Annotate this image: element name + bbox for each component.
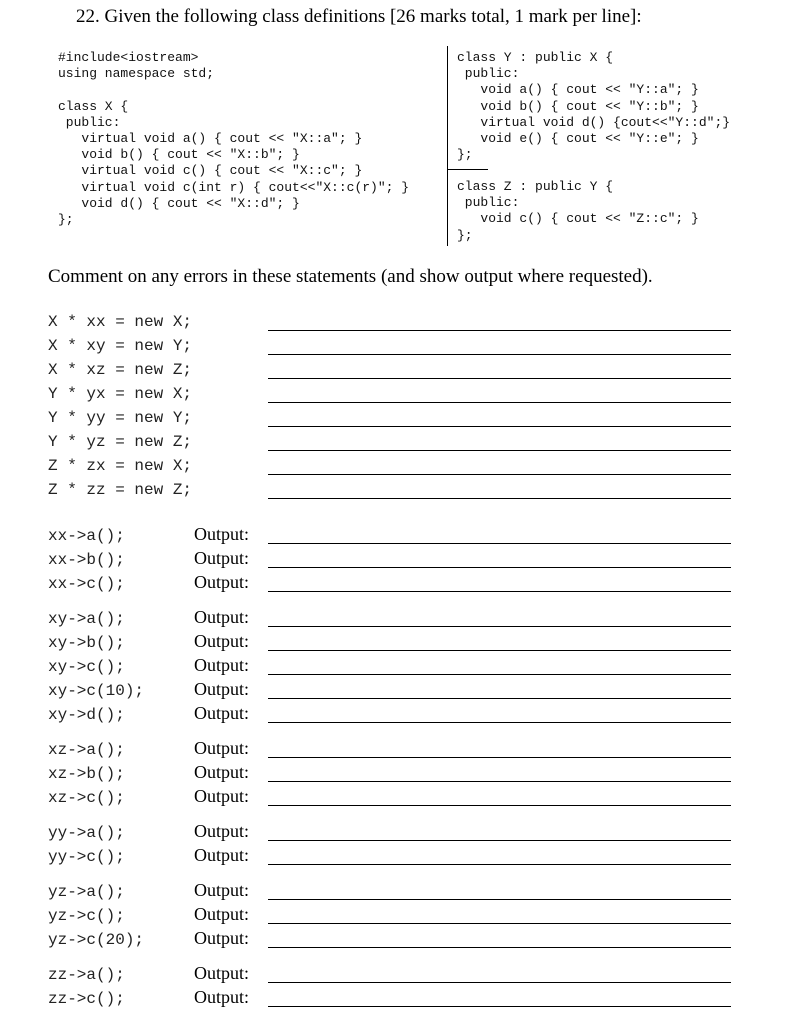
output-line[interactable] bbox=[268, 781, 731, 782]
answer-line[interactable] bbox=[268, 474, 731, 475]
code-divider-vertical bbox=[447, 46, 448, 246]
method-call: xy->d(); bbox=[48, 706, 125, 724]
method-call: yz->c(); bbox=[48, 907, 125, 925]
output-line[interactable] bbox=[268, 1006, 731, 1007]
output-line[interactable] bbox=[268, 899, 731, 900]
output-line[interactable] bbox=[268, 840, 731, 841]
declaration-statement: X * xx = new X; bbox=[48, 313, 193, 331]
output-line[interactable] bbox=[268, 982, 731, 983]
output-label: Output: bbox=[194, 679, 250, 699]
output-line[interactable] bbox=[268, 698, 731, 699]
method-call: xz->b(); bbox=[48, 765, 125, 783]
output-line[interactable] bbox=[268, 805, 731, 806]
declaration-statement: X * xy = new Y; bbox=[48, 337, 193, 355]
comment-prompt: Comment on any errors in these statements (and show output where requested). bbox=[48, 266, 653, 287]
code-divider-horizontal bbox=[448, 169, 488, 170]
method-call: yz->a(); bbox=[48, 883, 125, 901]
output-label: Output: bbox=[194, 845, 250, 865]
output-line[interactable] bbox=[268, 923, 731, 924]
method-call: yy->c(); bbox=[48, 848, 125, 866]
output-label: Output: bbox=[194, 572, 250, 592]
declaration-statement: Y * yx = new X; bbox=[48, 385, 193, 403]
output-label: Output: bbox=[194, 655, 250, 675]
answer-line[interactable] bbox=[268, 378, 731, 379]
output-label: Output: bbox=[194, 607, 250, 627]
method-call: xy->b(); bbox=[48, 634, 125, 652]
answer-line[interactable] bbox=[268, 498, 731, 499]
output-line[interactable] bbox=[268, 567, 731, 568]
method-call: xx->b(); bbox=[48, 551, 125, 569]
output-label: Output: bbox=[194, 703, 250, 723]
output-line[interactable] bbox=[268, 864, 731, 865]
method-call: zz->a(); bbox=[48, 966, 125, 984]
output-label: Output: bbox=[194, 738, 250, 758]
method-call: xx->c(); bbox=[48, 575, 125, 593]
output-line[interactable] bbox=[268, 650, 731, 651]
output-label: Output: bbox=[194, 928, 250, 948]
method-call: yy->a(); bbox=[48, 824, 125, 842]
declaration-statement: Z * zz = new Z; bbox=[48, 481, 193, 499]
output-label: Output: bbox=[194, 762, 250, 782]
output-label: Output: bbox=[194, 963, 250, 983]
answer-line[interactable] bbox=[268, 426, 731, 427]
declaration-statement: Z * zx = new X; bbox=[48, 457, 193, 475]
method-call: xx->a(); bbox=[48, 527, 125, 545]
method-call: zz->c(); bbox=[48, 990, 125, 1008]
method-call: xz->a(); bbox=[48, 741, 125, 759]
method-call: xy->c(); bbox=[48, 658, 125, 676]
declaration-statement: Y * yz = new Z; bbox=[48, 433, 193, 451]
declaration-statement: X * xz = new Z; bbox=[48, 361, 193, 379]
output-line[interactable] bbox=[268, 674, 731, 675]
answer-line[interactable] bbox=[268, 402, 731, 403]
output-label: Output: bbox=[194, 904, 250, 924]
output-line[interactable] bbox=[268, 591, 731, 592]
output-label: Output: bbox=[194, 524, 250, 544]
class-y-code: class Y : public X { public: void a() { cout << "Y::a"; } void b() { cout << "Y::b"; } virtual void d() {cout<<"Y::d";} void e() { cout << "Y::e"; } }; bbox=[457, 50, 731, 163]
output-line[interactable] bbox=[268, 757, 731, 758]
class-x-code: #include<iostream> using namespace std; class X { public: virtual void a() { cout << "X::a"; } void b() { cout << "X::b"; } virtual void c() { cout << "X::c"; } virtual void c(int r) { cout<<"X::c(r)"; } void d() { cout << "X::d"; } }; bbox=[58, 50, 410, 228]
output-line[interactable] bbox=[268, 626, 731, 627]
output-label: Output: bbox=[194, 548, 250, 568]
declaration-statement: Y * yy = new Y; bbox=[48, 409, 193, 427]
class-z-code: class Z : public Y { public: void c() { cout << "Z::c"; } }; bbox=[457, 179, 699, 243]
method-call: xy->a(); bbox=[48, 610, 125, 628]
output-label: Output: bbox=[194, 880, 250, 900]
method-call: xy->c(10); bbox=[48, 682, 145, 700]
output-line[interactable] bbox=[268, 543, 731, 544]
output-line[interactable] bbox=[268, 722, 731, 723]
method-call: xz->c(); bbox=[48, 789, 125, 807]
answer-line[interactable] bbox=[268, 330, 731, 331]
output-line[interactable] bbox=[268, 947, 731, 948]
question-title: 22. Given the following class definitions [26 marks total, 1 mark per line]: bbox=[76, 6, 642, 27]
output-label: Output: bbox=[194, 631, 250, 651]
answer-line[interactable] bbox=[268, 354, 731, 355]
method-call: yz->c(20); bbox=[48, 931, 145, 949]
output-label: Output: bbox=[194, 821, 250, 841]
output-label: Output: bbox=[194, 987, 250, 1007]
answer-line[interactable] bbox=[268, 450, 731, 451]
output-label: Output: bbox=[194, 786, 250, 806]
